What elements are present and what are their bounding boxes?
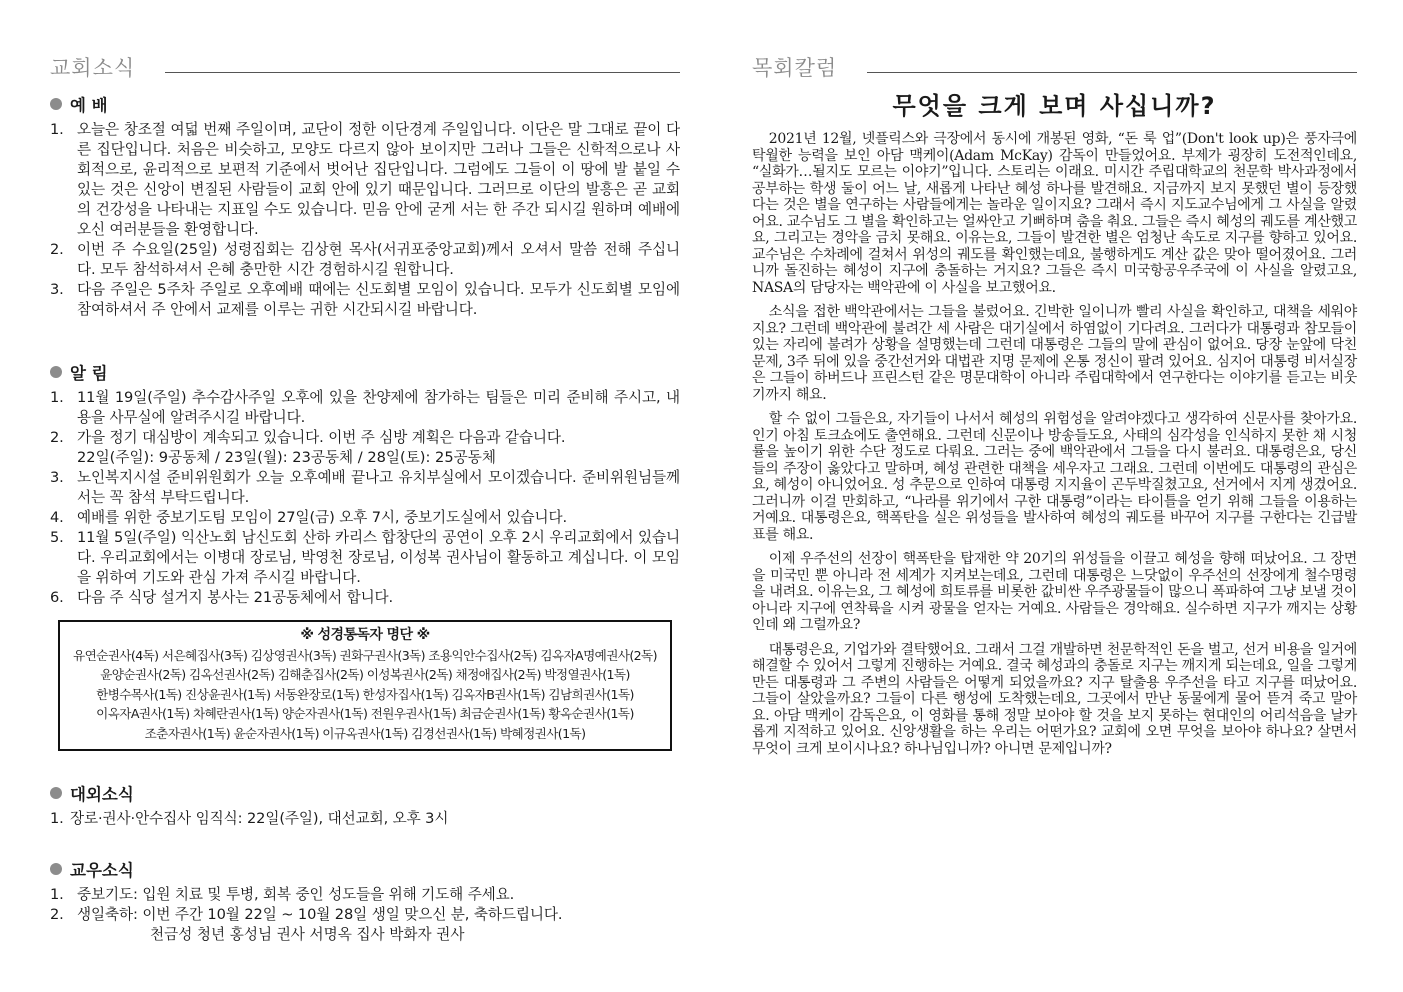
worship-heading: 예 배 bbox=[50, 92, 680, 116]
bullet-icon bbox=[50, 863, 62, 875]
pastor-column bbox=[752, 0, 1357, 765]
roster-title: ※ 성경통독자 명단 ※ bbox=[300, 627, 430, 643]
divider bbox=[165, 72, 680, 73]
pastor-column-header bbox=[752, 52, 1357, 92]
bible-reader-roster bbox=[58, 620, 672, 751]
worship-list bbox=[50, 120, 680, 320]
member-news-list bbox=[50, 885, 680, 925]
church-news-column bbox=[50, 0, 680, 945]
visitation-schedule: 22일(주일): 9공동체 / 23일(월): 23공동체 / 28일(토): 25공동체 bbox=[77, 449, 496, 466]
list-item: 6. 다음 주 식당 설거지 봉사는 21공동체에서 합니다. bbox=[50, 589, 394, 606]
roster-line: 한병수목사(1독) 진상윤권사(1독) 서동완장로(1독) 한성자집사(1독) 김옥자B권사(1독) 김남희권사(1독) bbox=[96, 686, 634, 702]
list-item: 4. 예배를 위한 중보기도팀 모임이 27일(금) 오후 7시, 중보기도실에서 있습니다. bbox=[50, 509, 568, 526]
list-item: 1. 장로·권사·안수집사 임직식: 22일(주일), 대선교회, 오후 3시 bbox=[50, 810, 449, 827]
bullet-icon bbox=[50, 366, 62, 378]
member-news-heading: 교우소식 bbox=[50, 857, 680, 881]
article-paragraph: 소식을 접한 백악관에서는 그들을 불렀어요. 긴박한 일이니까 빨리 사실을 확인하고, 대책을 세워야지요? 그런데 백악관에 불려간 세 사람은 대기실에서 하염없이 기다려요. 그러다가 대통령과 참모들이 있는 자리에 불려가 상황을 설명했는데 그런데 대통령은 그들의 말에 관심이 없어요. 당장 눈앞에 닥친 문제, 3주 뒤에 있을 중간선거와 대법관 지명 문제에 온통 정신이 팔려 있어요. 심지어 대통령 비서실장은 그들이 하버드나 프린스턴 같은 명문대학이 아니라 주립대학에서 연구한다는 이야기를 듣고는 비웃기까지 해요. bbox=[752, 304, 1358, 403]
list-item: 3. 노인복지시설 준비위원회가 오늘 오후예배 끝나고 유치부실에서 모이겠습니다. 준비위원님들께서는 꼭 참석 부탁드립니다. bbox=[50, 469, 680, 506]
external-news-list bbox=[50, 809, 680, 829]
list-item: 3. 다음 주일은 5주차 주일로 오후예배 때에는 신도회별 모임이 있습니다. 모두가 신도회별 모임에 참여하셔서 주 안에서 교제를 이루는 귀한 시간되시길 바랍니다. bbox=[50, 281, 680, 318]
birthday-names: 천금성 청년 홍성님 권사 서명옥 집사 박화자 권사 bbox=[150, 926, 465, 943]
roster-line: 조춘자권사(1독) 윤순자권사(1독) 이규옥권사(1독) 김경선권사(1독) 박혜정권사(1독) bbox=[144, 725, 586, 741]
external-news-heading: 대외소식 bbox=[50, 781, 680, 805]
article-paragraph: 대통령은요, 기업가와 결탁했어요. 그래서 그걸 개발하면 천문학적인 돈을 벌고, 선거 비용을 일거에 해결할 수 있어서 그렇게 진행하는 거예요. 결국 혜성과의 충돌로 지구는 깨지게 되는데요, 일을 그렇게 만든 대통령과 그 주변의 사람들은 어떻게 되었을까요? 지구 탈출용 우주선을 타고 지구를 떠났어요. 그들이 살았을까요? 그들이 다른 행성에 도착했는데요, 그곳에서 만난 동물에게 물어 뜯겨 죽고 말아요. 아담 맥케이 감독은요, 이 영화를 통해 정말 보아야 할 것을 보지 못하는 현대인의 어리석음을 날카롭게 지적하고 있어요. 신앙생활을 하는 우리는 어떤가요? 교회에 오면 무엇을 보아야 하나요? 살면서 무엇이 크게 보이시나요? 하나님입니까? 아니면 문제입니까? bbox=[752, 641, 1357, 757]
list-item: 5. 11월 5일(주일) 익산노회 남신도회 산하 카리스 합창단의 공연이 오후 2시 우리교회에서 있습니다. 우리교회에서는 이병대 장로님, 박영천 장로님, 이성복 권사님이 활동하고 계십니다. 이 모임을 위하여 기도와 관심 가져 주시길 바랍니다. bbox=[50, 529, 680, 586]
notice-list bbox=[50, 388, 680, 448]
bullet-icon bbox=[50, 98, 62, 110]
list-item: 1. 오늘은 창조절 여덟 번째 주일이며, 교단이 정한 이단경계 주일입니다. 이단은 말 그대로 끝이 다른 집단입니다. 처음은 비슷하고, 모양도 다르지 않아 보이지만 그러나 그들은 신학적으로나 사회적으로, 윤리적으로 보편적 기준에서 벗어난 집단입니다. 그럼에도 그들이 이 땅에 발 붙일 수 있는 것은 신앙이 변질된 사람들이 교회 안에 있기 때문입니다. 그러므로 이단의 발흥은 곧 교회의 건강성을 나타내는 지표일 수도 있습니다. 믿음 안에 굳게 서는 한 주간 되시길 원하며 예배에 오신 여러분들을 환영합니다. bbox=[50, 121, 680, 238]
bullet-icon bbox=[50, 787, 62, 799]
article-paragraph: 할 수 없이 그들은요, 자기들이 나서서 혜성의 위험성을 알려야겠다고 생각하여 신문사를 찾아가요. 인기 아침 토크쇼에도 출연해요. 그런데 신문이나 방송들도요, 사태의 심각성을 인식하지 못한 채 시청률을 높이기 위한 수단 정도로 다뤄요. 그러는 중에 백악관에서 그들을 다시 불러요. 대통령은요, 당신들의 주장이 옳았다고 말하며, 혜성 관련한 대책을 세우자고 그래요. 그런데 이번에도 대통령의 관심은요, 혜성이 아니었어요. 성 추문으로 인하여 대통령 지지율이 곤두박질쳤고요, 선거에서 지게 생겼어요. 그러니까 이걸 만회하고, “나라를 위기에서 구한 대통령”이라는 타이틀을 얻기 위해 그들을 이용하는 거예요. 대통령은요, 핵폭탄을 실은 위성들을 발사하여 혜성의 궤도를 바꾸어 지구를 구한다는 긴급발표를 해요. bbox=[752, 411, 1357, 543]
divider bbox=[867, 72, 1357, 73]
notice-heading: 알 림 bbox=[50, 360, 680, 384]
section-title: 목회칼럼 bbox=[752, 52, 845, 82]
roster-line: 유연순권사(4독) 서은혜집사(3독) 김상영권사(3독) 권화구권사(3독) 조용익안수집사(2독) 김옥자A명예권사(2독) bbox=[73, 647, 657, 663]
roster-line: 이옥자A권사(1독) 차혜란권사(1독) 양순자권사(1독) 전원우권사(1독) 최금순권사(1독) 황옥순권사(1독) bbox=[96, 706, 634, 721]
article-title: 무엇을 크게 보며 사십니까? bbox=[892, 92, 1217, 120]
church-news-header bbox=[50, 52, 680, 92]
list-item: 2. 이번 주 수요일(25일) 성령집회는 김상현 목사(서귀포중앙교회)께서 오셔서 말씀 전해 주십니다. 모두 참석하셔서 은혜 충만한 시간 경험하시길 원합니다. bbox=[50, 241, 680, 278]
list-item: 1. 11월 19일(주일) 추수감사주일 오후에 있을 찬양제에 참가하는 팀들은 미리 준비해 주시고, 내용을 사무실에 알려주시길 바랍니다. bbox=[50, 389, 680, 426]
article-paragraph: 2021년 12월, 넷플릭스와 극장에서 동시에 개봉된 영화, “돈 룩 업”(Don't look up)은 풍자극에 탁월한 능력을 보인 아담 맥케이(Adam McKay) 감독이 만들었어요. 부제가 굉장히 도전적인데요, “실화가…될지도 모르는 이야기”입니다. 스토리는 이래요. 미시간 주립대학교의 천문학 박사과정에서 공부하는 학생 둘이 어느 날, 새롭게 나타난 혜성 하나를 발견해요. 지금까지 보지 못했던 별이 등장했다는 것은 별을 연구하는 사람들에게는 놀라운 일이지요? 그래서 즉시 지도교수님에게 그 사실을 알렸어요. 교수님도 그 별을 확인하고는 얼싸안고 기뻐하며 춤을 춰요. 그들은 즉시 혜성의 궤도를 계산했고요, 그리고는 경악을 금치 못해요. 이유는요, 그들이 발견한 별은 엄청난 속도로 지구를 향하고 있어요. 교수님은 수차례에 걸쳐서 위성의 궤도를 확인했는데요, 불행하게도 계산 값은 맞아 떨어졌어요. 그러니까 돌진하는 혜성이 지구에 충돌하는 거지요? 그들은 즉시 미국항공우주국에 이 사실을 알렸고요, NASA의 담당자는 백악관에 이 사실을 보고했어요. bbox=[752, 131, 1357, 296]
article-paragraph: 이제 우주선의 선장이 핵폭탄을 탑재한 약 20기의 위성들을 이끌고 혜성을 향해 떠났어요. 그 장면을 미국민 뿐 아니라 전 세계가 지켜보는데요, 그런데 대통령은 느닷없이 우주선의 선장에게 철수명령을 내려요. 이유는요, 그 혜성에 희토류를 비롯한 값비싼 우주광물들이 많으니 폭파하여 그냥 보낼 것이 아니라 지구에 연착륙을 시켜 광물을 얻자는 거예요. 사람들은 경악해요. 실수하면 지구가 깨지는 상황인데 왜 그럴까요? bbox=[752, 551, 1357, 633]
list-item: 2. 가을 정기 대심방이 계속되고 있습니다. 이번 주 심방 계획은 다음과 같습니다. bbox=[50, 429, 566, 446]
list-item: 2. 생일축하: 이번 주간 10월 22일 ~ 10월 28일 생일 맞으신 분, 축하드립니다. bbox=[50, 906, 563, 923]
section-title: 교회소식 bbox=[50, 52, 143, 82]
list-item: 1. 중보기도: 입원 치료 및 투병, 회복 중인 성도들을 위해 기도해 주세요. bbox=[50, 886, 515, 903]
notice-list-continued bbox=[50, 468, 680, 608]
roster-line: 윤양순권사(2독) 김옥선권사(2독) 김해춘집사(2독) 이성복권사(2독) 채정애집사(2독) 박정열권사(1독) bbox=[100, 667, 630, 682]
